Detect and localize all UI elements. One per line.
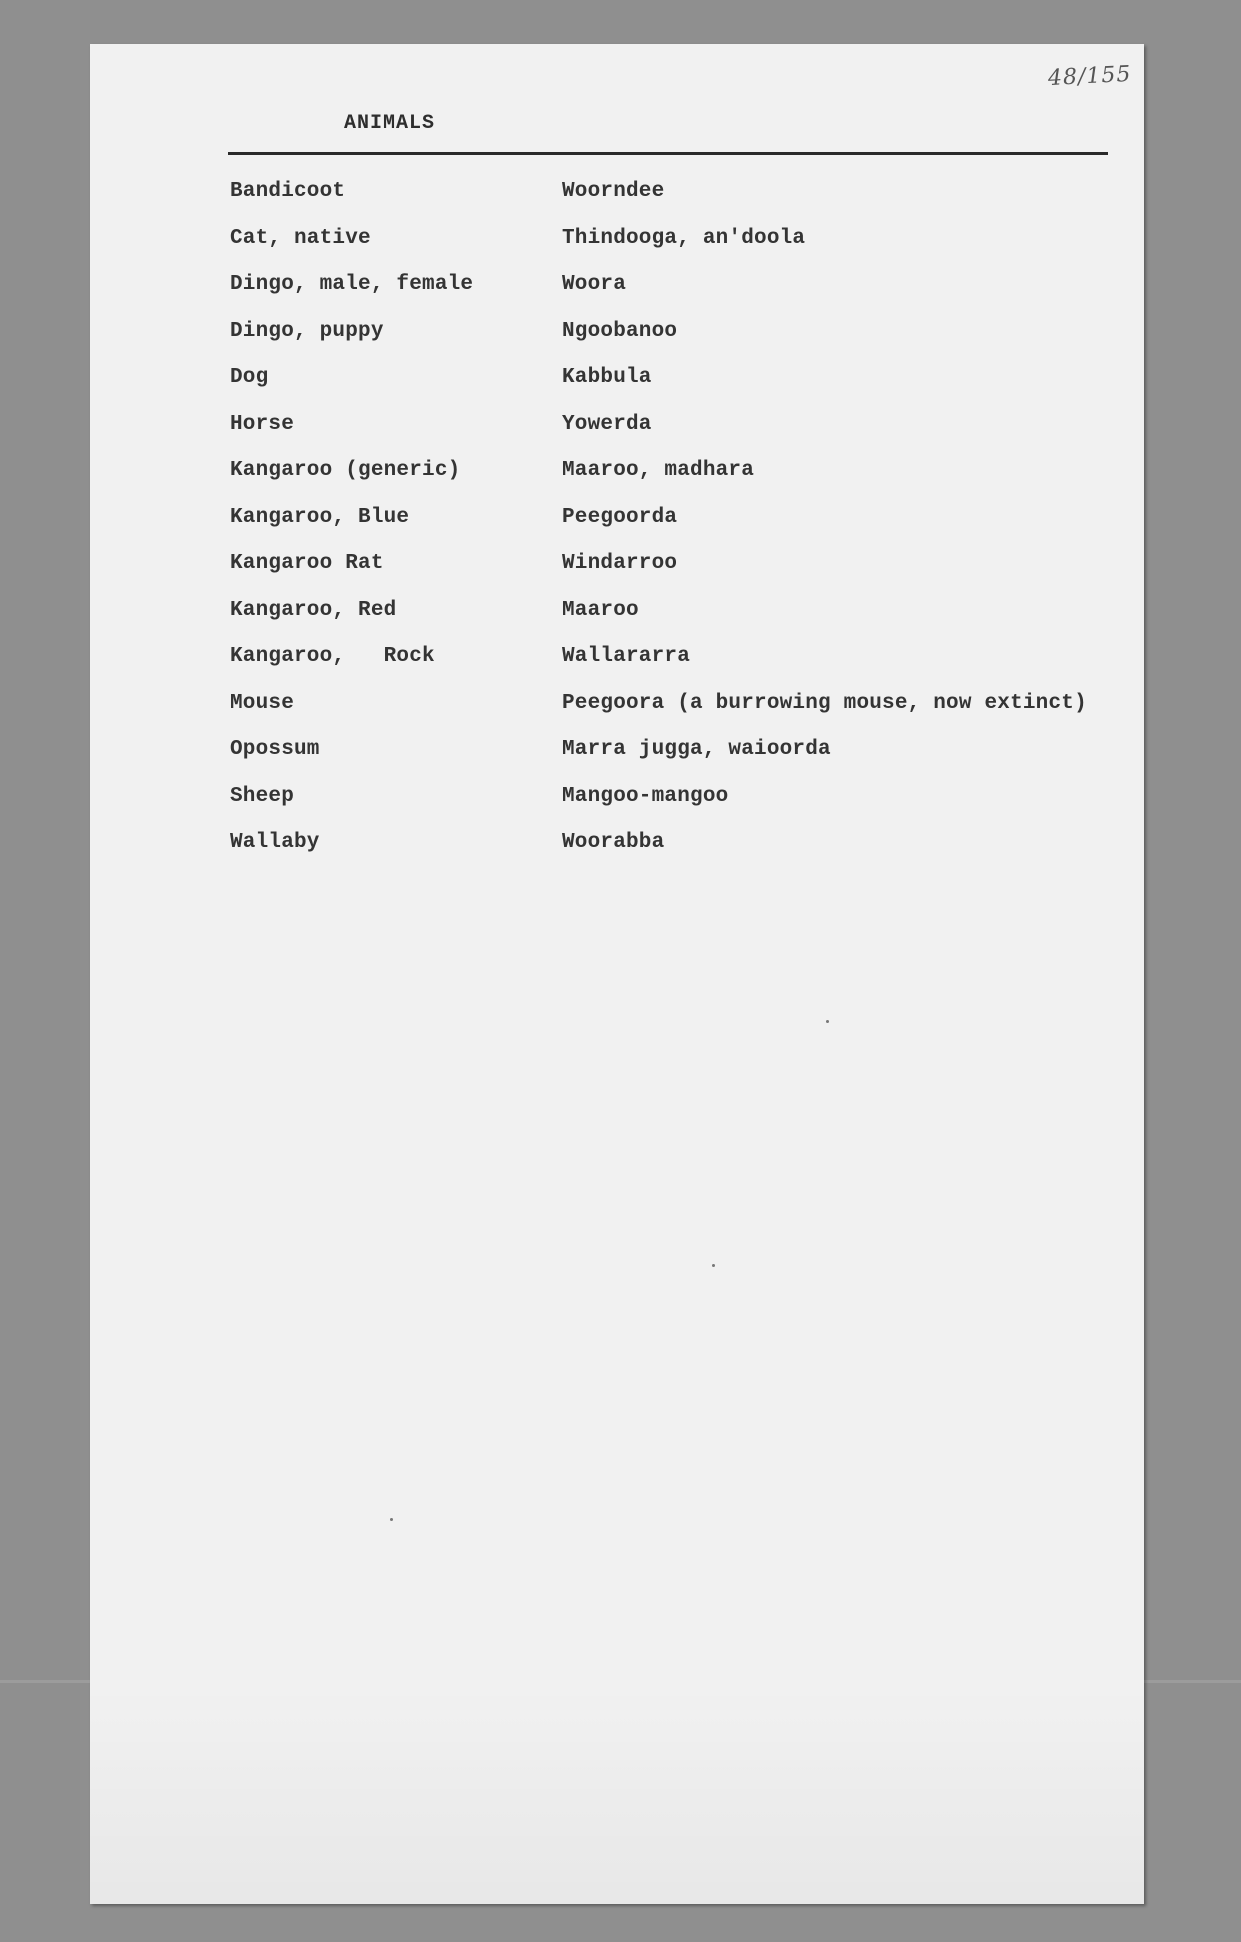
list-item bbox=[230, 738, 1190, 785]
english-term: Sheep bbox=[230, 784, 295, 808]
list-item bbox=[230, 227, 1190, 274]
english-term: Kangaroo Rat bbox=[230, 552, 384, 575]
english-term: Kangaroo, Red bbox=[230, 598, 397, 622]
list-item bbox=[230, 785, 1190, 832]
english-term: Dingo, male, female bbox=[230, 273, 474, 296]
paper-speck bbox=[712, 1264, 715, 1267]
list-item bbox=[230, 320, 1190, 367]
native-term: Marra jugga, waioorda bbox=[562, 738, 831, 761]
list-item bbox=[230, 366, 1190, 413]
heading-rule bbox=[228, 152, 1108, 155]
list-item bbox=[230, 180, 1190, 227]
english-term: Cat, native bbox=[230, 226, 371, 250]
document-page bbox=[90, 44, 1144, 1904]
page-title: ANIMALS bbox=[344, 112, 436, 135]
list-item bbox=[230, 599, 1190, 646]
list-item bbox=[230, 459, 1190, 506]
page-shading bbox=[90, 1684, 1144, 1904]
native-term: Woorndee bbox=[562, 180, 665, 203]
english-term: Mouse bbox=[230, 691, 295, 715]
english-term: Wallaby bbox=[230, 831, 320, 854]
english-term: Dingo, puppy bbox=[230, 319, 384, 343]
paper-speck bbox=[826, 1020, 829, 1023]
native-term: Wallararra bbox=[562, 645, 691, 668]
native-term: Windarroo bbox=[562, 552, 678, 575]
english-term: Kangaroo (generic) bbox=[230, 459, 461, 482]
list-item bbox=[230, 273, 1190, 320]
english-term: Bandicoot bbox=[230, 180, 346, 203]
list-item bbox=[230, 831, 1190, 878]
english-term: Dog bbox=[230, 366, 269, 389]
native-term: Peegoorda bbox=[562, 505, 678, 529]
list-item bbox=[230, 645, 1190, 692]
folio-number: 48/155 bbox=[1047, 61, 1133, 92]
native-term: Thindooga, an'doola bbox=[562, 226, 806, 250]
native-term: Kabbula bbox=[562, 366, 652, 389]
list-item bbox=[230, 552, 1190, 599]
list-item bbox=[230, 506, 1190, 553]
vocabulary-list bbox=[230, 180, 1190, 878]
native-term: Yowerda bbox=[562, 412, 652, 436]
native-term: Maaroo bbox=[562, 598, 639, 622]
list-item bbox=[230, 413, 1190, 460]
english-term: Kangaroo, Blue bbox=[230, 505, 410, 529]
native-term: Ngoobanoo bbox=[562, 319, 678, 343]
english-term: Opossum bbox=[230, 738, 320, 761]
list-item bbox=[230, 692, 1190, 739]
native-term: Maaroo, madhara bbox=[562, 459, 755, 482]
paper-speck bbox=[390, 1518, 393, 1521]
native-term: Woorabba bbox=[562, 831, 665, 854]
native-term: Peegoora (a burrowing mouse, now extinct) bbox=[562, 691, 1087, 715]
native-term: Mangoo-mangoo bbox=[562, 784, 729, 808]
english-term: Kangaroo, Rock bbox=[230, 645, 435, 668]
english-term: Horse bbox=[230, 412, 295, 436]
native-term: Woora bbox=[562, 273, 627, 296]
